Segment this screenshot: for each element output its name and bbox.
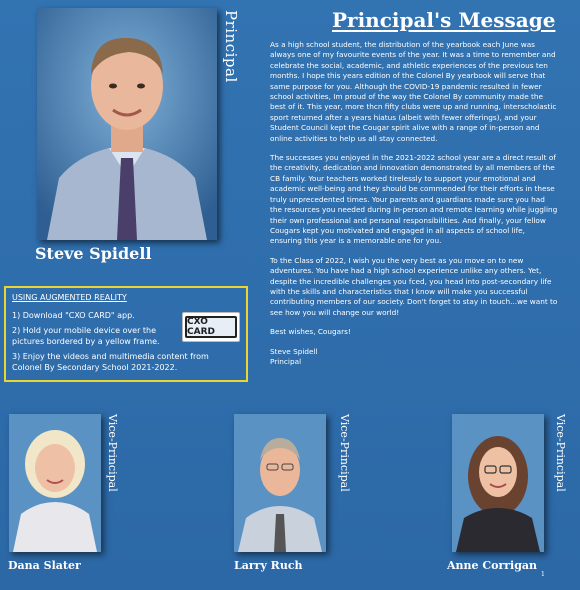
page-number: 1 bbox=[541, 571, 545, 578]
vp-photo-anne-corrigan bbox=[452, 414, 544, 552]
message-paragraph: To the Class of 2022, I wish you the very best as you move on to new adventures. You have had a high school experience unlike any others. Yet, despite the incredible challenges you fced, you head into post-secondary life with the skills and characteristics that I know will make you successful contributing members of our society. Don't forget to stay in touch...we want to see how you will change our world! bbox=[270, 255, 558, 317]
ar-step: 2) Hold your mobile device over the pictures bordered by a yellow frame. bbox=[12, 326, 160, 346]
message-paragraph: The successes you enjoyed in the 2021-2022 school year are a direct result of the creativity, dedication and innovation demonstrated by all members of the CB family. Your teachers worked tirelessly to support your emotional and academic well-being and they should be commended for their efforts in these truly unprecedented times. Your parents and guardians made sure you had the resources you needed during in-person and remote learning while juggling their own professional and personal responsibilities. And finally, your fellow Cougars kept you motivated and engaged in all aspects of school life, ensuring this year is a memorable one for you. bbox=[270, 153, 558, 246]
message-closing: Best wishes, Cougars! bbox=[270, 327, 351, 337]
message-paragraph: As a high school student, the distribution of the yearbook each June was always one of my favourite events of the year. It was a time to remember and celebrate the social, academic, and athletic experiences of the previous ten months. I hope this years edition of the Colonel By yearbook will serve that same purpose for you. Although the COVID-19 pandemic resulted in fewer school activities, Im proud of the way the Colonel By community made the best of it. This year, more thcn fifty clubs were up and running, interscholastic sport returned after a years hiatus (albeit with fewer offerings), and your Student Council kept the Cougar spirit alive with a range of in-person and online activities to help us all stay connected. bbox=[270, 40, 557, 143]
ar-step: 3) Enjoy the videos and multimedia content from Colonel By Secondary School 2021-2022. bbox=[12, 352, 209, 372]
vp-label: Vice-Principal bbox=[554, 414, 567, 492]
vp-photo-larry-ruch bbox=[234, 414, 326, 552]
message-body bbox=[270, 40, 558, 367]
cxo-card-logo bbox=[182, 312, 240, 342]
vp-label: Vice-Principal bbox=[106, 414, 119, 492]
signature-title: Principal bbox=[270, 356, 302, 366]
vp-name: Anne Corrigan bbox=[447, 559, 538, 572]
signature-name: Steve Spidell bbox=[270, 346, 318, 356]
ar-step: 1) Download "CXO CARD" app. bbox=[12, 311, 135, 320]
principal-photo bbox=[37, 8, 217, 240]
principal-label: Principal bbox=[222, 10, 240, 83]
message-title: Principal's Message bbox=[332, 8, 556, 32]
vp-photo-dana-slater bbox=[9, 414, 101, 552]
vp-label: Vice-Principal bbox=[338, 414, 351, 492]
augmented-reality-box bbox=[4, 286, 248, 382]
signature bbox=[270, 347, 558, 368]
vp-name: Dana Slater bbox=[8, 559, 81, 572]
principal-name: Steve Spidell bbox=[35, 244, 152, 263]
ar-title: USING AUGMENTED REALITY bbox=[12, 293, 127, 302]
cxo-card-logo-text: CXO CARD bbox=[185, 316, 237, 338]
vp-name: Larry Ruch bbox=[234, 559, 303, 572]
